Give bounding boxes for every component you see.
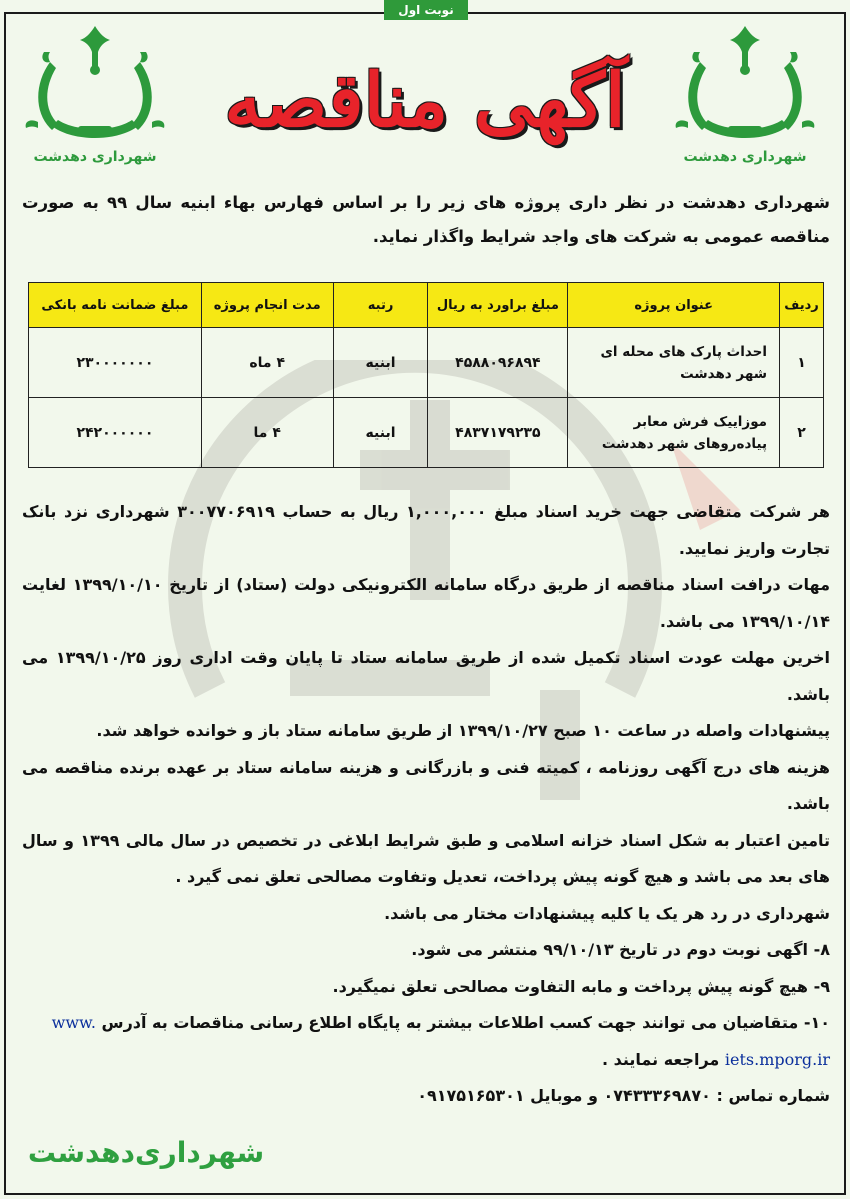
opening-paragraph: پیشنهادات واصله در ساعت ۱۰ صبح ۱۳۹۹/۱۰/۲۷ از طریق سامانه ستاد باز و خوانده خواهد شد.: [96, 721, 830, 740]
rejection-paragraph: شهرداری در رد هر یک یا کلیه پیشنهادات مختار می باشد.: [384, 903, 830, 923]
costs-paragraph: هزینه های درج آگهی روزنامه ، کمیته فنی و بازرگانی و هزینه سامانه ستاد بر عهده برنده مناقصه می باشد.: [22, 757, 830, 813]
cell-project-title: احداث پارک های محله ای شهر دهدشت: [568, 328, 780, 398]
info-paragraph: [22, 1005, 830, 1078]
cell-duration: ۴ ما: [201, 398, 333, 468]
cell-grade: ابنیه: [333, 328, 428, 398]
cell-row-number: ۱: [780, 328, 824, 398]
second-edition-paragraph: ۸- اگهی نوبت دوم در تاریخ ۹۹/۱۰/۱۳ منتشر می شود.: [411, 940, 830, 959]
logo-caption: شهرداری دهدشت: [33, 149, 157, 165]
info-text: ۱۰- متقاضیان می توانند جهت کسب اطلاعات بیشتر به پایگاه اطلاع رسانی مناقصات به آدرس: [101, 1013, 830, 1032]
intro-paragraph: شهرداری دهدشت در نظر داری پروژه های زیر را بر اساس فهارس بهاء ابنیه سال ۹۹ به صورت مناقصه عمومی به شرکت های واجد شرایط واگذار نماید.: [22, 193, 831, 246]
emblem-icon: [20, 22, 170, 147]
page-title: آگهی مناقصه: [224, 58, 626, 144]
edition-badge: نوبت اول: [384, 0, 468, 20]
emblem-icon: [670, 22, 820, 147]
website-link-prefix[interactable]: www.: [51, 1013, 96, 1032]
header-estimate: مبلغ براورد به ریال: [428, 283, 568, 328]
logo-caption: شهرداری دهدشت: [683, 149, 807, 165]
header-duration: مدت انجام پروژه: [201, 283, 333, 328]
table-row: [29, 328, 824, 398]
contact-paragraph: شماره تماس : ۰۷۴۳۳۳۶۹۸۷۰ و موبایل ۰۹۱۷۵۱۶۵۳۰۱: [417, 1086, 830, 1105]
purchase-paragraph: هر شرکت متقاضی جهت خرید اسناد مبلغ ۱,۰۰۰,۰۰۰ ریال به حساب ۳۰۰۷۷۰۶۹۱۹ شهرداری نزد بانک تجارت واریز نمایید.: [22, 502, 831, 558]
website-link[interactable]: iets.mporg.ir: [724, 1049, 830, 1069]
header-guarantee: مبلغ ضمانت نامه بانکی: [29, 283, 202, 328]
info-text-end: مراجعه نمایند .: [601, 1049, 720, 1069]
funding-paragraph: تامین اعتبار به شکل اسناد خزانه اسلامی و طبق شرایط ابلاغی در تخصیص در سال مالی ۱۳۹۹ و سال های بعد می باشد و هیچ گونه پیش پرداخت، تعدیل وتفاوت مصالحی تعلق نمی گیرد .: [22, 830, 831, 886]
header-grade: رتبه: [333, 283, 428, 328]
cell-guarantee: ۲۳۰۰۰۰۰۰۰: [29, 328, 202, 398]
table-header-row: [29, 283, 824, 328]
municipality-logo-left: [20, 22, 170, 170]
download-paragraph: مهات درافت اسناد مناقصه از طریق درگاه سامانه الکترونیکی دولت (ستاد) از تاریخ ۱۳۹۹/۱۰/۱۰ لغایت ۱۳۹۹/۱۰/۱۴ می باشد.: [22, 575, 830, 631]
tender-table: [28, 282, 824, 468]
cell-estimate: ۴۸۳۷۱۷۹۲۳۵: [428, 398, 568, 468]
no-prepayment-paragraph: ۹- هیچ گونه پیش پرداخت و مابه التفاوت مصالحی تعلق نمیگیرد.: [332, 976, 830, 996]
conditions-text: [22, 494, 830, 1115]
municipality-logo-right: [670, 22, 820, 170]
cell-grade: ابنیه: [333, 398, 428, 468]
cell-row-number: ۲: [780, 398, 824, 468]
table-row: [29, 398, 824, 468]
deadline-paragraph: اخرین مهلت عودت اسناد تکمیل شده از طریق سامانه ستاد تا پایان وقت اداری روز ۱۳۹۹/۱۰/۲۵ می باشد.: [22, 648, 831, 704]
cell-project-title: موزاییک فرش معابر پیاده‌روهای شهر دهدشت: [568, 398, 780, 468]
footer-signature: شهرداری‌دهدشت: [27, 1136, 265, 1169]
cell-duration: ۴ ماه: [201, 328, 333, 398]
header-project-title: عنوان پروژه: [568, 283, 780, 328]
header-row-number: ردیف: [780, 283, 824, 328]
cell-guarantee: ۲۴۲۰۰۰۰۰۰: [29, 398, 202, 468]
cell-estimate: ۴۵۸۸۰۹۶۸۹۴: [428, 328, 568, 398]
